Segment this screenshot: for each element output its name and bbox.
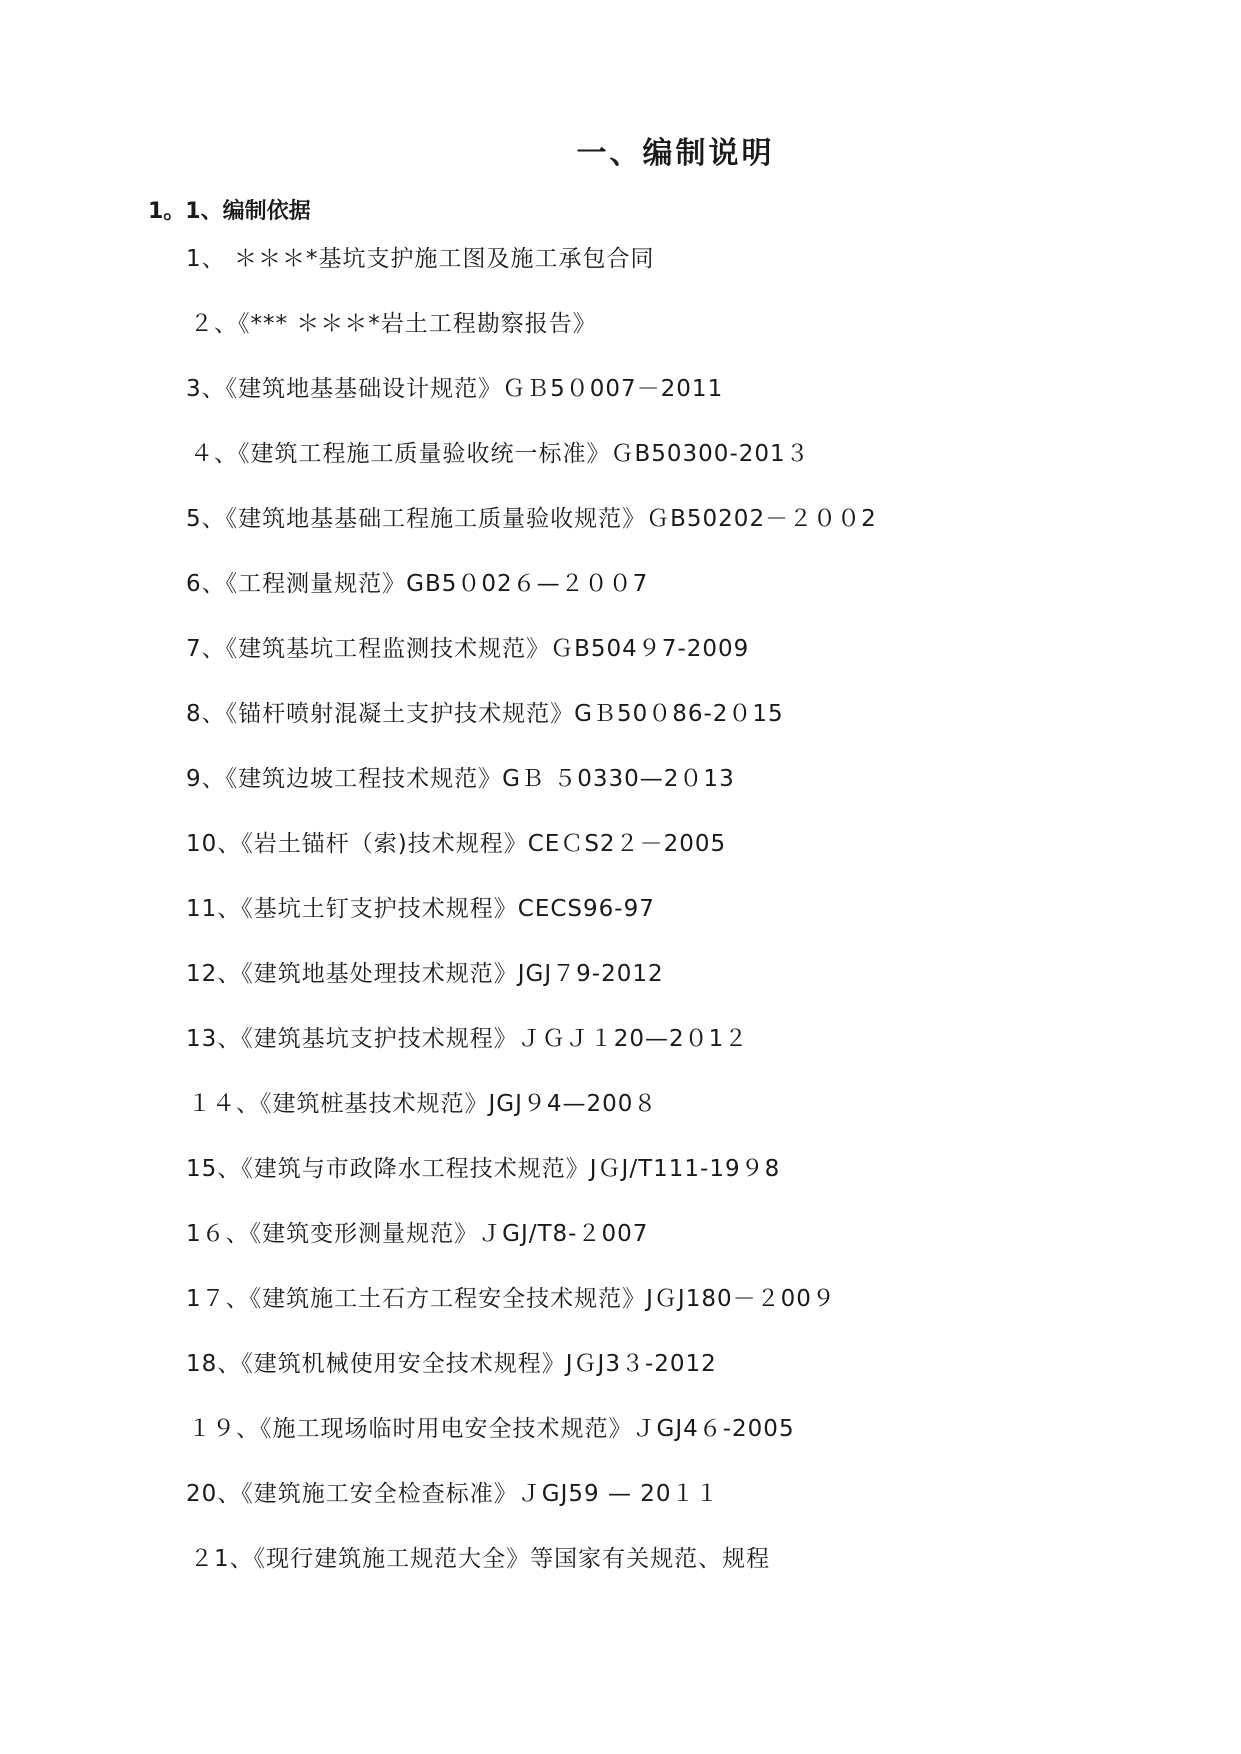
page-title: 一、编制说明: [576, 136, 775, 171]
reference-item-13: 13、《建筑基坑支护技术规程》ＪＧＪ１20—2０1２: [186, 1026, 749, 1052]
reference-item-9: 9、《建筑边坡工程技术规范》GＢ ５0330—2０13: [186, 766, 735, 792]
reference-item-6: 6、《工程测量规范》GB5０02６—２００7: [186, 571, 649, 597]
reference-item-10: 10、《岩土锚杆（索)技术规程》CEＣS2２－2005: [186, 831, 727, 857]
reference-item-15: 15、《建筑与市政降水工程技术规范》JＧJ/T111-19９8: [186, 1156, 781, 1182]
reference-item-16: 1６、《建筑变形测量规范》ＪGJ/T8-２007: [186, 1221, 649, 1247]
reference-item-3: 3、《建筑地基基础设计规范》ＧＢ5０007－2011: [186, 376, 724, 402]
reference-list: [0, 242, 877, 1607]
reference-item-7: 7、《建筑基坑工程监测技术规范》ＧB504９7-2009: [186, 636, 750, 662]
section-heading: 1。1、编制依据: [148, 199, 311, 224]
reference-item-2: ２、《*** ＊＊＊*岩土工程勘察报告》: [190, 311, 597, 337]
reference-item-14: １４、《建筑桩基技术规范》JGJ９4—200８: [188, 1091, 658, 1117]
reference-item-4: ４、《建筑工程施工质量验收统一标准》ＧB50300-201３: [190, 441, 810, 467]
reference-item-11: 11、《基坑土钉支护技术规程》CECS96-97: [186, 896, 655, 922]
reference-item-21: ２1、《现行建筑施工规范大全》等国家有关规范、规程: [190, 1546, 771, 1572]
reference-item-18: 18、《建筑机械使用安全技术规程》JＧJ3３-2012: [186, 1351, 717, 1377]
reference-item-17: 1７、《建筑施工土石方工程安全技术规范》JＧJ180－２00９: [186, 1286, 836, 1312]
reference-item-19: １９、《施工现场临时用电安全技术规范》ＪGJ4６-2005: [188, 1416, 795, 1442]
reference-item-12: 12、《建筑地基处理技术规范》JGJ７9-2012: [186, 961, 664, 987]
reference-item-20: 20、《建筑施工安全检查标准》ＪGJ59 — 20１１: [186, 1481, 720, 1507]
reference-item-5: 5、《建筑地基基础工程施工质量验收规范》ＧB50202－２００2: [186, 506, 877, 532]
reference-item-8: 8、《锚杆喷射混凝土支护技术规范》GＢ50０86-2０15: [186, 701, 784, 727]
reference-item-1: 1、 ＊＊＊*基坑支护施工图及施工承包合同: [186, 246, 655, 272]
